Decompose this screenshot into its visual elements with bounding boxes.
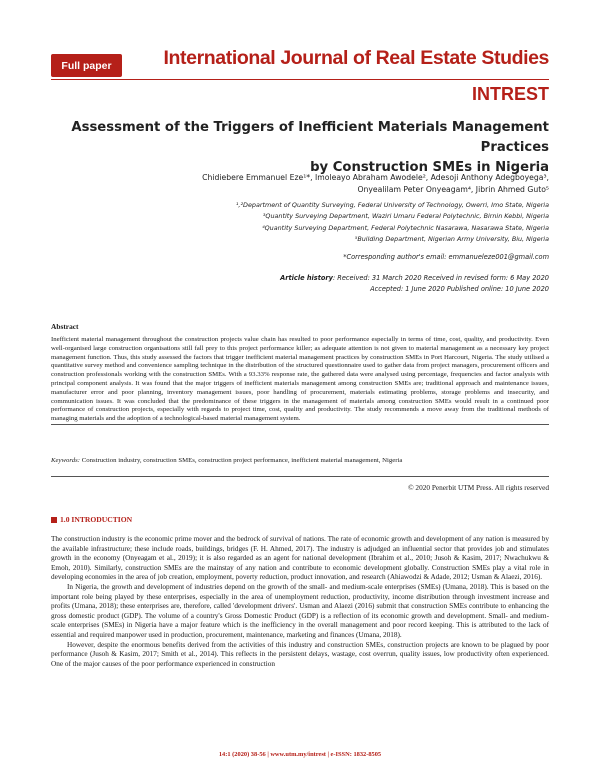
keywords-text [51, 457, 549, 464]
affiliation-4: ⁵Building Department, Nigerian Army University, Biu, Nigeria [354, 234, 549, 243]
paragraph: However, despite the enormous benefits derived from the activities of this industry and construction SMEs, construction projects are known to be plagued by poor performance (Jusoh & Kasim, 2017; Smith et al., 2014). This reflects in the persistent delays, wastage, cost overrun, quality issues, low productivity often experienced. One of the major causes of the poor performance experienced in construction [51, 640, 549, 668]
abstract-bottom-rule [51, 476, 549, 477]
paragraph: The construction industry is the economic prime mover and the bedrock of survival of nations. The rate of economic growth and development of any nation is measured by the available infrastructure; these include roads, buildings, bridges (F. H. Ahmed, 2017). The industry is adjudged an influential sector that provides job and stimulates growth in the economy (Onyeagam et al., 2019); it is also regarded as an agent for national development (Ibrahim et al., 2010; Jusoh & Kasim, 2017; Nwachukwu & Emoh, 2010). Similarly, construction SMEs are the mainstay of any nation and contribute to economic development globally. Construction SMEs play a vital role in developing economies in the area of job creation, employment, poverty reduction, product innovation, and research (Ahiawodzi & Adade, 2012; Usman & Alaezi, 2016). [51, 535, 549, 582]
section-title: 1.0 INTRODUCTION [60, 515, 133, 524]
paragraph: In Nigeria, the growth and development of industries depend on the growth of the small- and medium-scale enterprises (SMEs) (Umana, 2018). This is based on the important role being played by these enterprises, especially in the area of unemployment reduction, productivity, income distribution through investment increase and profits (Umana, 2018); these enterprises are, therefore, called 'development drivers'. Usman and Alaezi (2016) submit that construction SMEs contribute to enhancing the gross domestic product (GDP). The volume of a country's Gross Domestic Product (GDP) is a reflection of its economic growth and development. Small- and medium- scale enterprises (SMEs) in Nigeria have a major feature which is the inefficiency in the overall management and poor record keeping. This is attributed to the lack of essential and required manpower used in production, procurement, maintenance, marketing and finances (Umana, 2018). [51, 582, 549, 639]
keywords-value: Construction industry, construction SMEs, construction project performance, inefficient material management, Nigeria [80, 457, 403, 464]
title-line-1: Assessment of the Triggers of Inefficient Materials Management Practices [71, 120, 549, 155]
keywords-label: Keywords: [51, 457, 80, 464]
title-line-2: by Construction SMEs in Nigeria [310, 160, 549, 175]
journal-acronym: INTREST [471, 84, 549, 104]
corresponding-email: *Corresponding author's email: emmanueleze001@gmail.com [343, 253, 549, 261]
affiliation-3: ⁴Quantity Surveying Department, Federal Polytechnic Nasarawa, Nasarawa State, Nigeria [262, 223, 549, 232]
history-label: Article history [280, 274, 333, 282]
history-dates-2: Accepted: 1 June 2020 Published online: 10 June 2020 [370, 285, 549, 293]
history-dates-1: : Received: 31 March 2020 Received in revised form: 6 May 2020 [332, 274, 549, 282]
introduction-body [51, 535, 549, 669]
authors-line-1: Chidiebere Emmanuel Eze¹*, Imoleayo Abraham Awodele², Adesoji Anthony Adegboyega³, [202, 173, 549, 182]
affiliation-2: ³Quantity Surveying Department, Waziri Umaru Federal Polytechnic, Birnin Kebbi, Nigeria [262, 212, 549, 221]
abstract-heading: Abstract [51, 322, 79, 331]
journal-name: International Journal of Real Estate Studies [163, 47, 549, 69]
paper-type-badge: Full paper [51, 54, 122, 77]
affiliation-1: ¹,²Department of Quantity Surveying, Federal University of Technology, Owerri, Imo State, Nigeria [235, 201, 549, 209]
copyright: © 2020 Penerbit UTM Press. All rights reserved [408, 483, 549, 492]
page-footer: 14:1 (2020) 38-56 | www.utm.my/intrest | e-ISSN: 1832-8505 [218, 751, 382, 758]
authors-line-2: Onyealilam Peter Onyeagam⁴, Jibrin Ahmed Guto⁵ [357, 185, 549, 194]
section-heading [51, 515, 132, 524]
abstract-text: Inefficient material management throughout the construction projects value chain has resulted to poor performance especially in terms of time, cost, quality, and productivity. Even well-organised large construction organisations still fall prey to this project performance killer; as adequate attention is not given to material management as a necessary key project management function. Thus, this study assessed the factors that trigger inefficient material management practices by construction SMEs in Port Harcourt, Nigeria. The study utilised a quantitative survey method and convenience sampling technique in the distribution of the structured questionnaire used to gather data from project managers, procurement officers and construction professionals working with the construction SMEs. With a 93.33% response rate, the gathered data were analysed using percentage, frequencies and factor analysis with principal component analysis. It was found that the major triggers of inefficient materials management among construction SMEs are; traditional approach and maintenance issues, manufacturer error and poor planning, inventory management issues, poor handling of procurement, materials estimating problems, storage problems and insecurity, and communication issues. It was concluded that the predominance of these triggers in the management of materials among construction SMEs would result in a continued poor performance of construction projects, especially with regards to project time, cost, quality and productivity. The study recommends a move away from the traditional methods of managing materials and the adoption of a technological-based material management system. [51, 336, 549, 423]
section-marker-icon [51, 517, 57, 523]
